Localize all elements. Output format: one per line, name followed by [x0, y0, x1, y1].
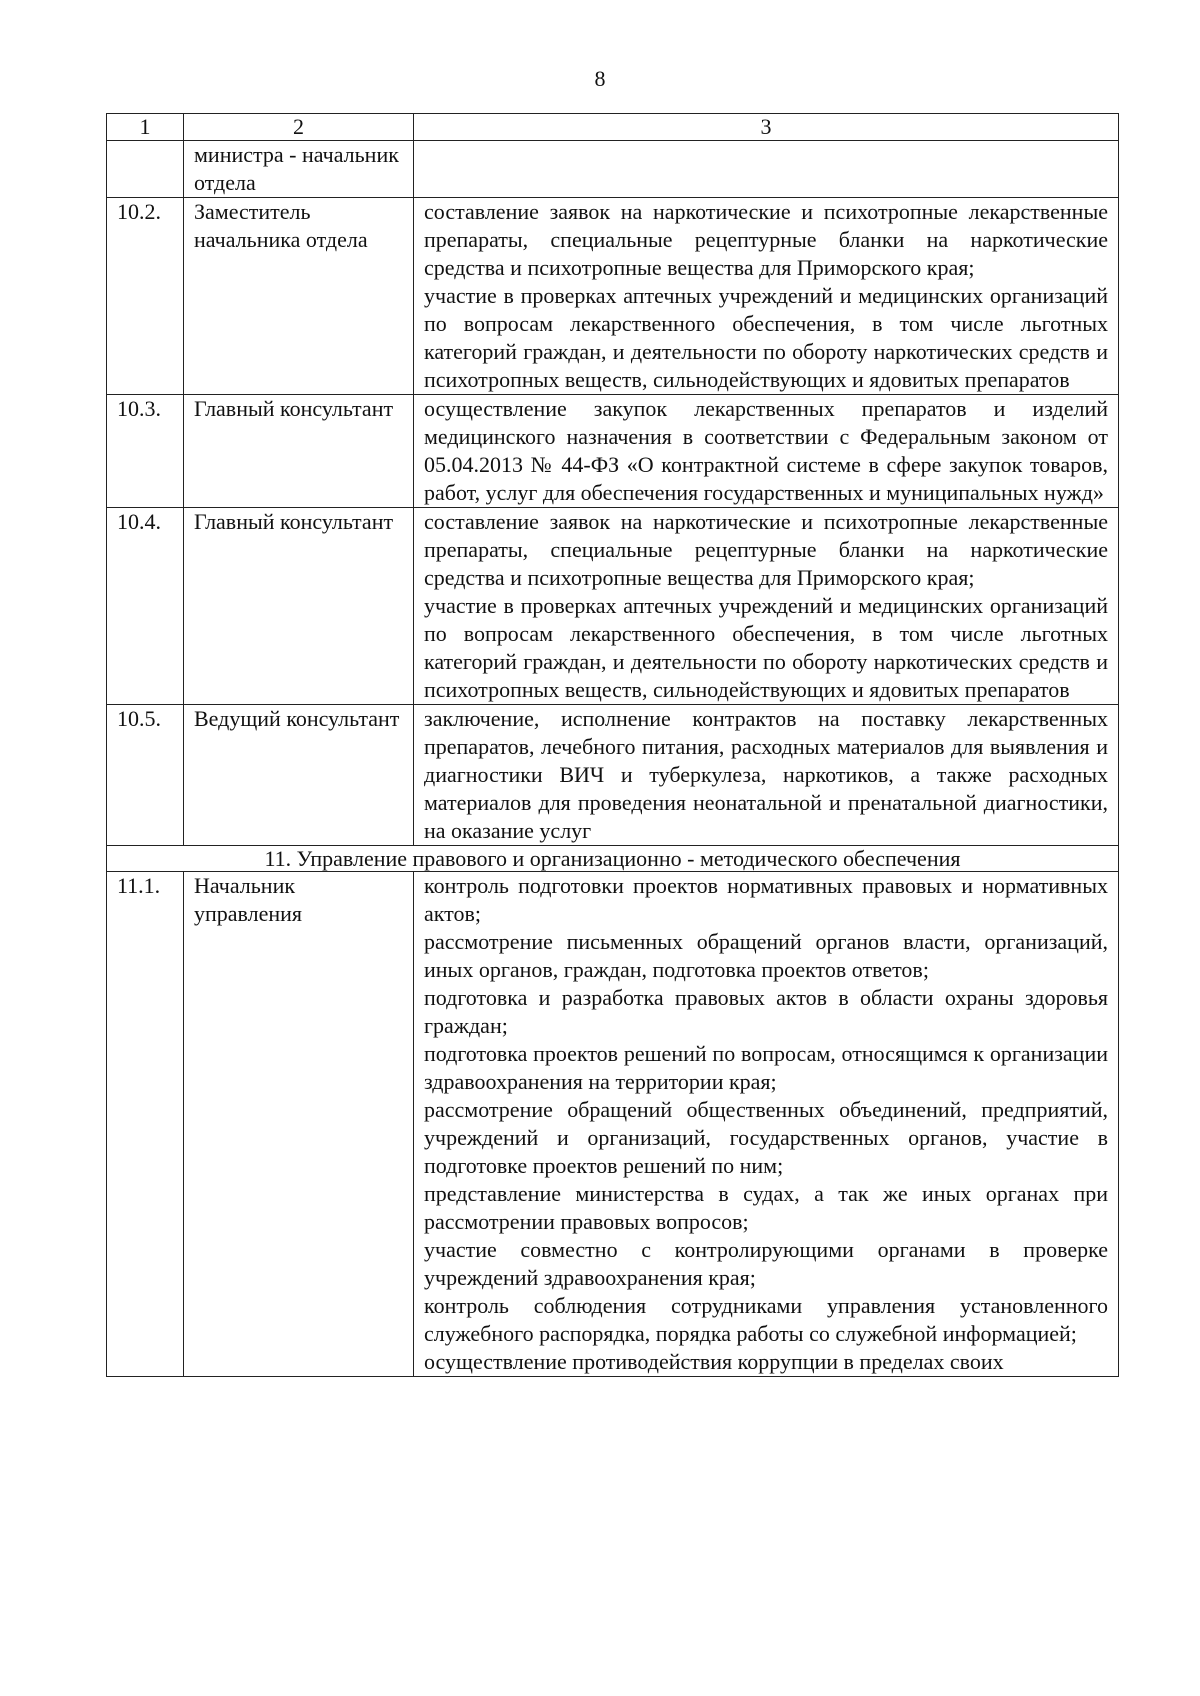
duty-item: контроль соблюдения сотрудниками управления установленного служебного распорядка, порядка работы со служебной информацией; [424, 1293, 1108, 1346]
table-row [107, 395, 1119, 508]
row-number: 10.4. [107, 508, 184, 705]
section-heading: 11. Управление правового и организационно - методического обеспечения [107, 846, 1119, 872]
duty-item: осуществление закупок лекарственных препаратов и изделий медицинского назначения в соответствии с Федеральным законом от 05.04.2013 № 44-ФЗ «О контрактной системе в сфере закупок товаров, работ, услуг для обеспечения государственных и муниципальных нужд» [424, 396, 1108, 505]
duty-item: рассмотрение обращений общественных объединений, предприятий, учреждений и организаций, государственных органов, участие в подготовке проектов решений по ним; [424, 1097, 1108, 1178]
duty-item: представление министерства в судах, а так же иных органах при рассмотрении правовых вопросов; [424, 1181, 1108, 1234]
row-duties [414, 141, 1119, 198]
header-col-1: 1 [107, 114, 184, 141]
row-duties [414, 198, 1119, 395]
header-col-3: 3 [414, 114, 1119, 141]
section-heading-row [107, 846, 1119, 872]
header-col-2: 2 [184, 114, 414, 141]
row-number [107, 141, 184, 198]
row-duties [414, 872, 1119, 1377]
row-position: Главный консультант [184, 395, 414, 508]
duty-item: осуществление противодействия коррупции в пределах своих [424, 1349, 1004, 1374]
page-number: 8 [594, 66, 606, 91]
row-position: Главный консультант [184, 508, 414, 705]
row-position: Заместитель начальника отдела [184, 198, 414, 395]
row-duties [414, 395, 1119, 508]
row-position: Ведущий консультант [184, 705, 414, 846]
table-row-continuation [107, 141, 1119, 198]
row-number: 10.5. [107, 705, 184, 846]
table-row [107, 872, 1119, 1377]
table-row [107, 705, 1119, 846]
row-number: 11.1. [107, 872, 184, 1377]
duty-item: составление заявок на наркотические и психотропные лекарственные препараты, специальные рецептурные бланки на наркотические средства и психотропные вещества для Приморского края; [424, 199, 1108, 280]
rows-section-10 [107, 198, 1119, 846]
duty-item: участие в проверках аптечных учреждений и медицинских организаций по вопросам лекарственного обеспечения, в том числе льготных категорий граждан, и деятельности по обороту наркотических средств и психотропных веществ, сильнодействующих и ядовитых препаратов [424, 593, 1108, 702]
table-row [107, 198, 1119, 395]
duty-item: контроль подготовки проектов нормативных правовых и нормативных актов; [424, 873, 1108, 926]
row-number: 10.3. [107, 395, 184, 508]
duty-item: подготовка и разработка правовых актов в области охраны здоровья граждан; [424, 985, 1108, 1038]
rows-section-11 [107, 872, 1119, 1377]
row-position: Начальник управления [184, 872, 414, 1377]
duty-item: заключение, исполнение контрактов на поставку лекарственных препаратов, лечебного питания, расходных материалов для выявления и диагностики ВИЧ и туберкулеза, наркотиков, а также расходных материалов для проведения неонатальной и пренатальной диагностики, на оказание услуг [424, 706, 1108, 843]
duty-item: составление заявок на наркотические и психотропные лекарственные препараты, специальные рецептурные бланки на наркотические средства и психотропные вещества для Приморского края; [424, 509, 1108, 590]
table-row [107, 508, 1119, 705]
duty-item: рассмотрение письменных обращений органов власти, организаций, иных органов, граждан, подготовка проектов ответов; [424, 929, 1108, 982]
row-number: 10.2. [107, 198, 184, 395]
row-duties [414, 508, 1119, 705]
duty-item: подготовка проектов решений по вопросам, относящимся к организации здравоохранения на территории края; [424, 1041, 1108, 1094]
duty-item: участие в проверках аптечных учреждений и медицинских организаций по вопросам лекарственного обеспечения, в том числе льготных категорий граждан, и деятельности по обороту наркотических средств и психотропных веществ, сильнодействующих и ядовитых препаратов [424, 283, 1108, 392]
row-position: министра - начальник отдела [184, 141, 414, 198]
duty-item: участие совместно с контролирующими органами в проверке учреждений здравоохранения края; [424, 1237, 1108, 1290]
duties-table [106, 113, 1119, 1377]
row-duties [414, 705, 1119, 846]
table-header-row [107, 114, 1119, 141]
